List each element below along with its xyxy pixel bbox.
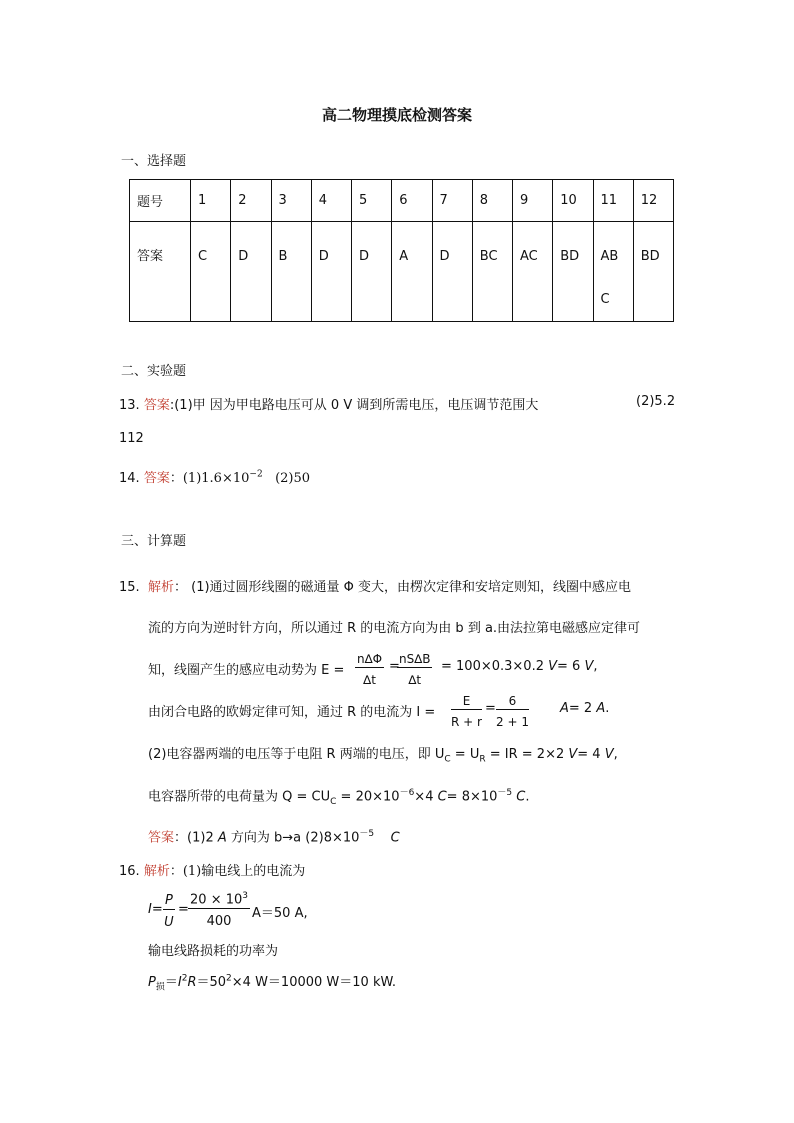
equals-sign: = [485, 701, 496, 716]
answer-label: 答案 [148, 830, 175, 846]
unit: V [584, 659, 594, 674]
answer-table [129, 179, 674, 322]
unit: C [516, 789, 526, 805]
table-cell: D [231, 222, 271, 322]
table-row-numbers [130, 180, 674, 222]
table-cell: 11 [593, 180, 633, 222]
q14-part2: (2)50 [275, 471, 311, 486]
superscript: 2 [181, 973, 188, 984]
q15-answer-line [148, 826, 400, 845]
variable: P [148, 975, 156, 990]
fraction-power-over-voltage [188, 891, 250, 929]
q13-line1 [119, 394, 538, 413]
variable: I [177, 975, 182, 990]
numerator-value: × 10 [210, 892, 243, 908]
numerator-value: 20 [190, 892, 211, 908]
q15-text: (1)通过圆形线圈的磁通量 Φ 变大，由楞次定律和安培定则知，线圈中感应电 [191, 580, 632, 595]
superscript: －6 [399, 788, 415, 798]
q15-calc: = 100×0.3×0.2 [441, 659, 549, 674]
table-cell: 9 [513, 180, 553, 222]
table-cell: C [191, 222, 231, 322]
subscript: 损 [155, 982, 165, 993]
fraction-denominator: ∆t [363, 673, 376, 687]
q16-line2: 输电线路损耗的功率为 [148, 944, 279, 959]
q14-part1: (1)1.6 [182, 471, 222, 486]
variable: R [187, 975, 197, 990]
answer-colon: ： [174, 830, 188, 846]
subscript: C [444, 754, 451, 765]
table-header-number: 题号 [130, 180, 191, 222]
table-cell: 12 [633, 180, 673, 222]
table-cell: 2 [231, 180, 271, 222]
q15-answer: (1)2 [187, 830, 218, 846]
unit: C [390, 830, 400, 846]
table-cell: B [271, 222, 311, 322]
fraction-numerator: 6 [496, 694, 529, 710]
q15-line6 [148, 785, 530, 807]
q15-calc: = 8×10 [446, 789, 498, 805]
q15-answer: 方向为 b→a (2)8×10 [226, 830, 360, 846]
question-number: 14. [119, 471, 140, 486]
q15-text: 电容器所带的电荷量为 Q = CU [148, 789, 331, 805]
q15-calc: = IR = 2×2 [485, 747, 569, 762]
q14-answer [183, 471, 310, 486]
question-number: 15. [119, 580, 140, 595]
superscript: 2 [226, 973, 232, 984]
equals-sign: = [151, 902, 163, 917]
punctuation: , [613, 747, 618, 762]
table-row-answers [130, 222, 674, 322]
subscript: C [330, 796, 337, 807]
fraction-denominator: U [164, 915, 174, 930]
punctuation: . [525, 789, 530, 805]
section-heading-experiment: 二、实验题 [121, 364, 187, 379]
subscript: R [479, 754, 486, 765]
q16-line1 [119, 860, 305, 879]
table-cell: 1 [191, 180, 231, 222]
fraction-emf-1 [355, 652, 384, 687]
unit: V [548, 659, 558, 674]
analysis-label: 解析 [143, 864, 170, 879]
q13-text: (1)甲 因为甲电路电压可从 0 V 调到所需电压，电压调节范围大 [174, 398, 539, 413]
fraction-denominator: ∆t [408, 673, 422, 687]
equals-sign: = [389, 659, 400, 674]
superscript: －5 [497, 788, 513, 798]
table-cell: AC [513, 222, 553, 322]
q16-calc: ＝50 [196, 975, 227, 990]
page-title: 高二物理摸底检测答案 [321, 106, 472, 124]
superscript: －5 [359, 829, 375, 839]
q15-line3-text: 知，线圈产生的感应电动势为 E = [148, 663, 345, 678]
q16-calc: ×4 W＝10000 W＝10 kW. [231, 975, 396, 990]
table-cell: 6 [392, 180, 432, 222]
q16-eq1-lhs [148, 902, 163, 917]
q15-line1 [119, 576, 631, 595]
q13-part2: (2)5.2 [636, 394, 676, 409]
table-cell: A [392, 222, 432, 322]
q15-text: (2)电容器两端的电压等于电阻 R 两端的电压，即 U [148, 747, 445, 762]
q15-calc: = 6 [557, 659, 585, 674]
q15-calc: = 20×10 [336, 789, 400, 805]
section-heading-calculation: 三、计算题 [121, 534, 187, 549]
fraction-denominator: 400 [206, 914, 232, 930]
punctuation: . [605, 701, 610, 716]
q14-line [119, 467, 310, 486]
table-cell: D [311, 222, 351, 322]
question-number: 16. [119, 864, 140, 879]
times-sign: × [221, 471, 233, 486]
answer-label: 答案 [143, 398, 170, 413]
q15-line2: 流的方向为逆时针方向，所以通过 R 的电流方向为由 b 到 a.由法拉第电磁感应定律可 [148, 621, 641, 636]
q15-line3-tail [441, 659, 598, 674]
q15-line5 [148, 743, 618, 765]
answer-colon: : [169, 398, 175, 413]
answer-11-line2: C [600, 292, 610, 307]
answer-11-line1: AB [600, 249, 619, 264]
q14-exponent: −2 [249, 469, 263, 480]
unit: A [217, 830, 227, 846]
fraction-current-2 [496, 694, 529, 729]
superscript: 3 [242, 891, 248, 901]
equals-sign: = [178, 902, 189, 917]
table-cell [593, 222, 633, 322]
q15-calc: = 4 [577, 747, 605, 762]
unit: V [604, 747, 614, 762]
unit: C [437, 789, 447, 805]
q16-eq1-tail: A＝50 A, [252, 906, 308, 921]
fraction-denominator: R + r [451, 715, 482, 729]
question-number: 13. [119, 398, 140, 413]
fraction-numerator: P [165, 893, 173, 908]
q13-line2: 112 [119, 431, 144, 446]
q15-calc: = 2 [568, 701, 597, 716]
table-cell: 4 [311, 180, 351, 222]
section-heading-choice: 一、选择题 [121, 154, 187, 169]
table-cell: BC [472, 222, 512, 322]
fraction-emf-2 [397, 652, 432, 687]
table-cell: 5 [352, 180, 392, 222]
table-cell: 8 [472, 180, 512, 222]
q15-calc: ×4 [414, 789, 438, 805]
punctuation: , [593, 659, 598, 674]
q16-text: ：(1)输电线上的电流为 [169, 864, 306, 879]
table-cell: BD [553, 222, 593, 322]
q15-line4: 由闭合电路的欧姆定律可知，通过 R 的电流为 I = [148, 705, 436, 720]
answer-colon: ： [169, 471, 183, 486]
q16-eq2 [148, 971, 396, 993]
table-cell: BD [633, 222, 673, 322]
fraction-current-1 [451, 694, 482, 729]
fraction-numerator: nS∆B [399, 652, 431, 666]
table-cell: 3 [271, 180, 311, 222]
equals-sign: ＝ [164, 975, 178, 990]
table-cell: D [432, 222, 472, 322]
fraction-numerator: E [451, 694, 482, 710]
fraction-denominator: 2 + 1 [496, 715, 529, 729]
analysis-label: 解析 [147, 580, 174, 595]
unit: A [560, 701, 569, 716]
unit: V [568, 747, 578, 762]
fraction-numerator: n∆Φ [357, 652, 383, 666]
answer-label: 答案 [143, 471, 170, 486]
q15-calc: = U [450, 747, 480, 762]
q15-line4-tail [560, 701, 609, 716]
table-cell: 7 [432, 180, 472, 222]
q15-line3 [148, 659, 344, 678]
fraction-p-over-u [163, 893, 175, 930]
table-cell: 10 [553, 180, 593, 222]
fraction-numerator [188, 891, 250, 909]
q14-base: 10 [232, 471, 250, 486]
variable: I [148, 902, 152, 917]
table-header-answer: 答案 [130, 222, 191, 322]
unit: A [596, 701, 606, 716]
table-cell: D [352, 222, 392, 322]
analysis-colon: ： [173, 580, 187, 595]
